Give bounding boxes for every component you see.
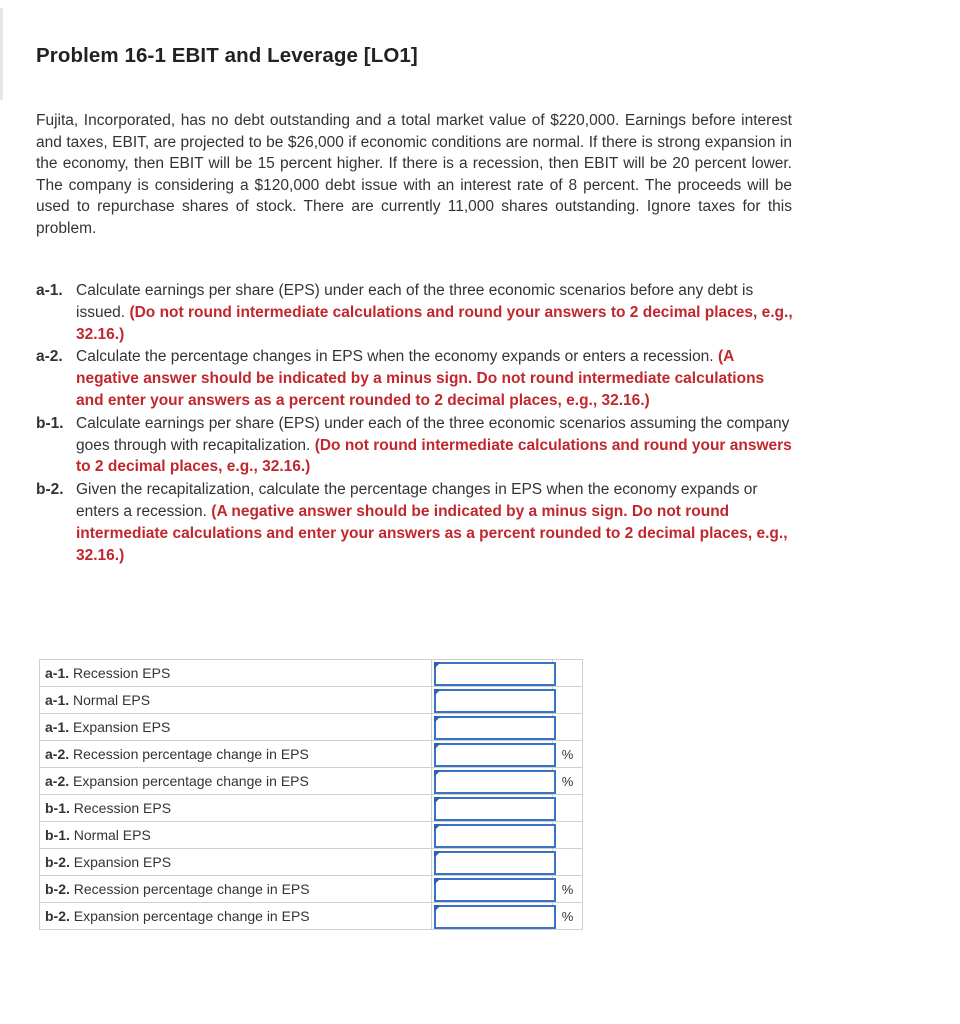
answer-unit [553,714,583,741]
question-body [76,479,796,566]
problem-title: Problem 16-1 EBIT and Leverage [LO1] [36,44,418,67]
answer-part: b-1. [45,827,70,843]
answer-part: b-2. [45,881,70,897]
answer-label-text: Expansion EPS [73,719,171,735]
answer-input[interactable] [434,797,556,821]
answer-input[interactable] [434,689,556,713]
answer-row [40,849,583,876]
answer-label-text: Recession percentage change in EPS [73,881,310,897]
question-text: Calculate earnings per share (EPS) under each of the three economic scenarios assuming the company goes through with recapitalization. [76,414,790,454]
answer-label [40,849,432,876]
question-body [76,413,796,478]
answer-part: a-2. [45,773,70,789]
answer-part: a-1. [45,665,70,681]
input-marker-icon [434,743,441,750]
answer-label-text: Expansion EPS [73,854,172,870]
answer-cell [432,687,553,714]
question-text: Given the recapitalization, calculate the percentage changes in EPS when the economy expands or enters a recession. [76,481,758,520]
answer-label-text: Recession percentage change in EPS [73,746,309,762]
answer-unit [553,660,583,687]
answer-label [40,768,432,795]
answer-row [40,876,583,903]
answer-unit: % [553,768,583,795]
question-instruction: (Do not round intermediate calculations and round your answers to 2 decimal places, e.g., 32.16.) [76,436,792,476]
answer-row [40,741,583,768]
answer-row [40,795,583,822]
question-instruction: (A negative answer should be indicated by a minus sign. Do not round intermediate calculations and enter your answers as a percent rounded to 2 decimal places, e.g., 32.16.) [76,348,765,409]
answer-part: b-1. [45,800,70,816]
question-item [36,413,796,478]
answer-part: b-2. [45,908,70,924]
answer-unit: % [553,876,583,903]
answer-label [40,822,432,849]
answer-label [40,795,432,822]
left-border [0,8,3,100]
answer-unit [553,849,583,876]
answer-label-text: Recession EPS [73,665,171,681]
answer-cell [432,795,553,822]
answer-unit: % [553,741,583,768]
answer-label-text: Expansion percentage change in EPS [73,908,310,924]
answer-unit [553,687,583,714]
answer-input[interactable] [434,662,556,686]
answer-label [40,741,432,768]
question-text: Calculate earnings per share (EPS) under each of the three economic scenarios before any debt is issued. [76,282,754,321]
input-marker-icon [434,824,441,831]
answer-label-text: Recession EPS [73,800,172,816]
question-instruction: (A negative answer should be indicated by a minus sign. Do not round intermediate calculations and enter your answers as a percent rounded to 2 decimal places, e.g., 32.16.) [76,502,788,564]
input-marker-icon [434,662,441,669]
answer-cell [432,768,553,795]
answer-part: a-2. [45,746,70,762]
answer-input[interactable] [434,905,556,929]
answer-input[interactable] [434,716,556,740]
input-marker-icon [434,851,441,858]
question-body [76,346,796,411]
question-instruction: (Do not round intermediate calculations and round your answers to 2 decimal places, e.g., 32.16.) [76,303,793,343]
question-body [76,280,796,345]
answer-part: a-1. [45,692,70,708]
answer-label [40,903,432,930]
answer-row [40,903,583,930]
answer-label [40,687,432,714]
answer-cell [432,741,553,768]
answer-label [40,660,432,687]
input-marker-icon [434,878,441,885]
input-marker-icon [434,716,441,723]
answer-row [40,687,583,714]
answer-row [40,822,583,849]
answer-input[interactable] [434,743,556,767]
answer-input[interactable] [434,824,556,848]
answer-label [40,714,432,741]
answer-unit: % [553,903,583,930]
question-number: a-1. [36,282,63,299]
problem-intro: Fujita, Incorporated, has no debt outstanding and a total market value of $220,000. Earnings before interest and taxes, EBIT, are projected to be $26,000 if economic conditions are normal. If there is strong expansion in the economy, then EBIT will be 15 percent higher. If there is a recession, then EBIT will be 20 percent lower. The company is considering a $120,000 debt issue with an interest rate of 8 percent. The proceeds will be used to repurchase shares of stock. There are currently 11,000 shares outstanding. Ignore taxes for this problem. [36,112,792,237]
answer-label-text: Normal EPS [73,692,151,708]
answer-part: a-1. [45,719,70,735]
question-number: a-2. [36,348,63,366]
question-list [36,280,796,567]
input-marker-icon [434,905,441,912]
answer-unit [553,795,583,822]
answer-cell [432,876,553,903]
answer-input[interactable] [434,878,556,902]
answer-unit [553,822,583,849]
answer-input[interactable] [434,851,556,875]
answer-input[interactable] [434,770,556,794]
answer-part: b-2. [45,854,70,870]
answer-table [39,659,583,930]
answer-row [40,714,583,741]
input-marker-icon [434,797,441,804]
answer-label-text: Normal EPS [73,827,151,843]
question-item [36,280,796,345]
answer-cell [432,849,553,876]
question-number: b-1. [36,414,64,432]
input-marker-icon [434,770,441,777]
answer-cell [432,822,553,849]
answer-label [40,876,432,903]
answer-cell [432,660,553,687]
answer-row [40,768,583,795]
input-marker-icon [434,689,441,696]
answer-label-text: Expansion percentage change in EPS [73,773,309,789]
question-text: Calculate the percentage changes in EPS when the economy expands or enters a recession. [76,348,714,366]
question-number: b-2. [36,481,64,499]
answer-row [40,660,583,687]
question-item [36,346,796,411]
question-item [36,479,796,566]
answer-cell [432,714,553,741]
answer-cell [432,903,553,930]
